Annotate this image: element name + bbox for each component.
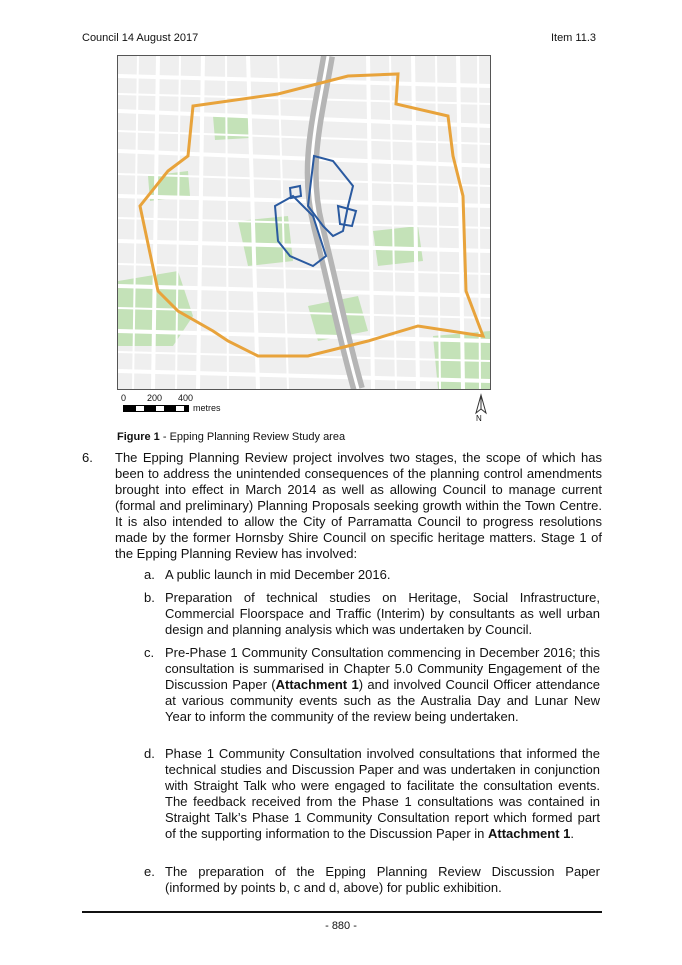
paragraph-6 [82,450,602,562]
scale-bar [123,405,189,412]
list-text: A public launch in mid December 2016. [165,567,391,582]
list-letter: e. [144,864,155,879]
page-number: - 880 - [325,920,357,932]
list-letter: c. [144,645,155,660]
scale-tick-0: 0 [121,393,127,403]
list-text: Preparation of technical studies on Heritage, Social Infrastructure, Commercial Floorspace and Traffic (Interim) by consultants as well urban design and planning analysis which was undertaken by Council. [165,590,600,637]
list-letter: d. [144,746,155,761]
list-text: The preparation of the Epping Planning Review Discussion Paper (informed by points b, c and d, above) for public exhibition. [165,864,600,895]
list-text: Phase 1 Community Consultation involved consultations that informed the technical studies and Discussion Paper and was undertaken in conjunction with Straight Talk who were engaged to facilitate the consultation events. The feedback received from the Phase 1 consultations was contained in Straight Talk’s Phase 1 Community Consultation report which formed part of the supporting information to the Discussion Paper in Attachment 1. [165,746,600,841]
list-item-d [144,746,600,842]
attachment-reference: Attachment 1 [275,677,359,692]
list-item-a [144,567,600,583]
list-item-e [144,864,600,896]
map-scale [117,393,257,421]
paragraph-number: 6. [82,450,93,465]
figure-caption [117,431,345,443]
figure-title: Epping Planning Review Study area [169,431,346,443]
north-label: N [476,414,482,423]
list-letter: a. [144,567,155,582]
scale-tick-200: 200 [147,393,163,403]
scale-unit: metres [193,403,221,413]
list-item-b [144,590,600,638]
figure-label: Figure 1 [117,431,160,443]
list-item-c [144,645,600,725]
footer-divider [82,911,602,913]
study-area-map [117,55,491,390]
list-letter: b. [144,590,155,605]
map-graphic [118,56,490,389]
scale-tick-400: 400 [178,393,194,403]
list-text: Pre-Phase 1 Community Consultation commencing in December 2016; this consultation is summarised in Chapter 5.0 Community Engagement of the Discussion Paper (Attachment 1) and involved Council Officer attendance at various community events such as the Australia Day and Lunar New Year to inform the community of the review being undertaken. [165,645,600,724]
paragraph-text: The Epping Planning Review project involves two stages, the scope of which has been to address the unintended consequences of the planning control amendments brought into effect in March 2014 as well as allowing Council to manage current (formal and preliminary) Planning Proposals seeking growth within the Town Centre. It is also intended to allow the City of Parramatta Council to progress resolutions made by the former Hornsby Shire Council on specific heritage matters. Stage 1 of the Epping Planning Review has involved: [115,450,602,561]
attachment-reference: Attachment 1 [488,826,571,841]
figure-separator: - [159,431,170,443]
header-item-number: Item 11.3 [550,32,596,44]
header-meeting-date: Council 14 August 2017 [82,32,199,44]
